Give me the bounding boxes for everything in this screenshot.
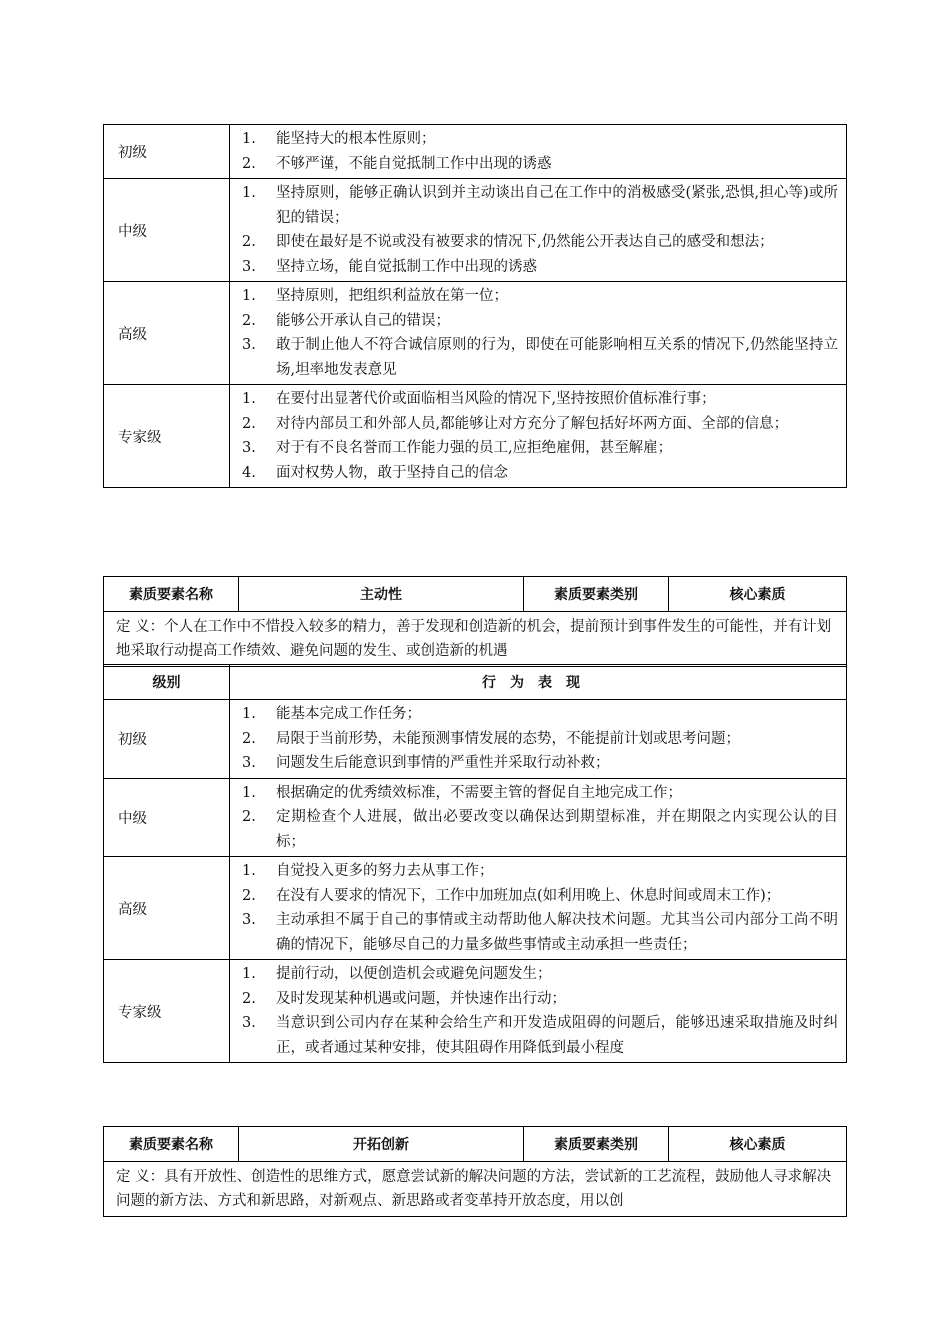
item-text: 根据确定的优秀绩效标准，不需要主管的督促自主地完成工作；	[276, 784, 682, 801]
level-row	[104, 778, 847, 857]
list-item	[238, 284, 838, 309]
item-text: 敢于制止他人不符合诚信原则的行为，即使在可能影响相互关系的情况下,仍然能坚持立场,坦率地发表意见	[276, 337, 838, 378]
level-row	[104, 857, 847, 960]
list-item	[238, 987, 838, 1012]
item-number: 1.	[242, 706, 256, 722]
behavior-list	[230, 179, 847, 282]
item-number: 3.	[242, 337, 256, 353]
table-header-row	[104, 577, 847, 612]
item-number: 1.	[242, 966, 256, 982]
item-text: 即使在最好是不说或没有被要求的情况下,仍然能公开表达自己的感受和想法；	[276, 234, 774, 250]
name-label: 素质要素名称	[104, 1127, 239, 1162]
table-header-row	[104, 1127, 847, 1162]
list-item	[238, 436, 838, 461]
item-number: 3.	[242, 1015, 256, 1031]
list-item	[238, 255, 838, 280]
definition-row	[104, 612, 847, 667]
definition-row	[104, 1162, 847, 1217]
item-text: 定期检查个人进展，做出必要改变以确保达到期望标准，并在期限之内实现公认的目标；	[276, 809, 838, 850]
item-text: 提前行动，以便创造机会或避免问题发生；	[276, 966, 552, 982]
item-number: 1.	[242, 784, 256, 801]
item-text: 不够严谨，不能自觉抵制工作中出现的诱惑	[276, 155, 552, 172]
type-label: 素质要素类别	[524, 1127, 669, 1162]
level-label: 高级	[104, 282, 230, 385]
definition-text: 定 义：具有开放性、创造性的思维方式，愿意尝试新的解决问题的方法，尝试新的工艺流程，鼓励他人寻求解决问题的新方法、方式和新思路，对新观点、新思路或者变革持开放态度，用以创	[104, 1162, 847, 1217]
item-text: 局限于当前形势，未能预测事情发展的态势，不能提前计划或思考问题；	[276, 730, 740, 747]
type-value: 核心素质	[669, 1127, 847, 1162]
list-item	[238, 781, 838, 806]
column-header-row	[104, 665, 847, 700]
item-number: 2.	[242, 887, 256, 904]
level-label: 专家级	[104, 960, 230, 1063]
name-value: 开拓创新	[239, 1127, 524, 1162]
behavior-list	[230, 125, 847, 179]
level-row	[104, 700, 847, 779]
item-text: 能基本完成工作任务；	[276, 706, 421, 722]
level-row	[104, 179, 847, 282]
list-item	[238, 412, 838, 437]
col-behavior-text: 行为表现	[482, 675, 594, 691]
definition-text: 定 义：个人在工作中不惜投入较多的精力，善于发现和创造新的机会，提前预计到事件发生的可能性，并有计划地采取行动提高工作绩效、避免问题的发生、或创造新的机遇	[104, 612, 847, 667]
table-initiative-levels	[103, 664, 847, 1063]
item-number: 2.	[242, 155, 256, 172]
item-number: 3.	[242, 258, 256, 275]
level-row	[104, 960, 847, 1063]
behavior-list	[230, 700, 847, 779]
item-number: 4.	[242, 464, 256, 481]
item-number: 1.	[242, 391, 256, 407]
item-text: 面对权势人物，敢于坚持自己的信念	[276, 464, 508, 481]
list-item	[238, 859, 838, 884]
item-text: 在没有人要求的情况下，工作中加班加点(如利用晚上、休息时间或周末工作)；	[276, 887, 781, 904]
behavior-list	[230, 282, 847, 385]
list-item	[238, 805, 838, 854]
level-label: 初级	[104, 125, 230, 179]
item-number: 2.	[242, 415, 256, 432]
item-text: 及时发现某种机遇或问题，并快速作出行动；	[276, 990, 566, 1007]
list-item	[238, 309, 838, 334]
list-item	[238, 230, 838, 255]
item-text: 对于有不良名誉而工作能力强的员工,应拒绝雇佣，甚至解雇；	[276, 440, 673, 456]
level-label: 专家级	[104, 385, 230, 488]
item-text: 坚持原则，把组织利益放在第一位；	[276, 288, 508, 304]
list-item	[238, 387, 838, 412]
behavior-list	[230, 778, 847, 857]
list-item	[238, 127, 838, 152]
list-item	[238, 727, 838, 752]
name-label: 素质要素名称	[104, 577, 239, 612]
item-number: 3.	[242, 440, 256, 456]
item-number: 3.	[242, 912, 256, 928]
level-label: 中级	[104, 179, 230, 282]
item-number: 1.	[242, 863, 256, 879]
list-item	[238, 751, 838, 776]
table-integrity-levels	[103, 124, 847, 488]
item-text: 能够公开承认自己的错误；	[276, 312, 450, 329]
item-number: 3.	[242, 755, 256, 771]
list-item	[238, 884, 838, 909]
col-behavior-header	[230, 665, 847, 700]
item-text: 坚持立场，能自觉抵制工作中出现的诱惑	[276, 258, 537, 275]
table-innovation	[103, 1126, 847, 1217]
item-number: 1.	[242, 185, 256, 201]
behavior-list	[230, 857, 847, 960]
item-number: 2.	[242, 730, 256, 747]
list-item	[238, 461, 838, 486]
list-item	[238, 702, 838, 727]
list-item	[238, 1011, 838, 1060]
item-number: 2.	[242, 312, 256, 329]
item-text: 能坚持大的根本性原则；	[276, 131, 436, 147]
list-item	[238, 152, 838, 177]
table-initiative	[103, 576, 847, 667]
level-label: 初级	[104, 700, 230, 779]
item-text: 对待内部员工和外部人员,都能够让对方充分了解包括好坏两方面、全部的信息；	[276, 415, 789, 432]
level-row	[104, 385, 847, 488]
col-level-header: 级别	[104, 665, 230, 700]
behavior-list	[230, 385, 847, 488]
list-item	[238, 908, 838, 957]
item-number: 1.	[242, 131, 256, 147]
type-label: 素质要素类别	[524, 577, 669, 612]
level-label: 中级	[104, 778, 230, 857]
item-number: 2.	[242, 234, 256, 250]
level-label: 高级	[104, 857, 230, 960]
list-item	[238, 333, 838, 382]
item-text: 问题发生后能意识到事情的严重性并采取行动补救；	[276, 755, 610, 771]
item-number: 2.	[242, 809, 256, 825]
level-row	[104, 125, 847, 179]
item-number: 2.	[242, 990, 256, 1007]
item-text: 主动承担不属于自己的事情或主动帮助他人解决技术问题。尤其当公司内部分工尚不明确的情况下，能够尽自己的力量多做些事情或主动承担一些责任；	[276, 912, 838, 953]
item-text: 当意识到公司内存在某种会给生产和开发造成阻碍的问题后，能够迅速采取措施及时纠正，或者通过某种安排，使其阻碍作用降低到最小程度	[276, 1015, 838, 1056]
item-text: 自觉投入更多的努力去从事工作；	[276, 863, 494, 879]
item-number: 1.	[242, 288, 256, 304]
item-text: 坚持原则，能够正确认识到并主动谈出自己在工作中的消极感受(紧张,恐惧,担心等)或所犯的错误；	[276, 185, 838, 226]
behavior-list	[230, 960, 847, 1063]
level-row	[104, 282, 847, 385]
list-item	[238, 181, 838, 230]
item-text: 在要付出显著代价或面临相当风险的情况下,坚持按照价值标准行事；	[276, 391, 716, 407]
name-value: 主动性	[239, 577, 524, 612]
list-item	[238, 962, 838, 987]
type-value: 核心素质	[669, 577, 847, 612]
